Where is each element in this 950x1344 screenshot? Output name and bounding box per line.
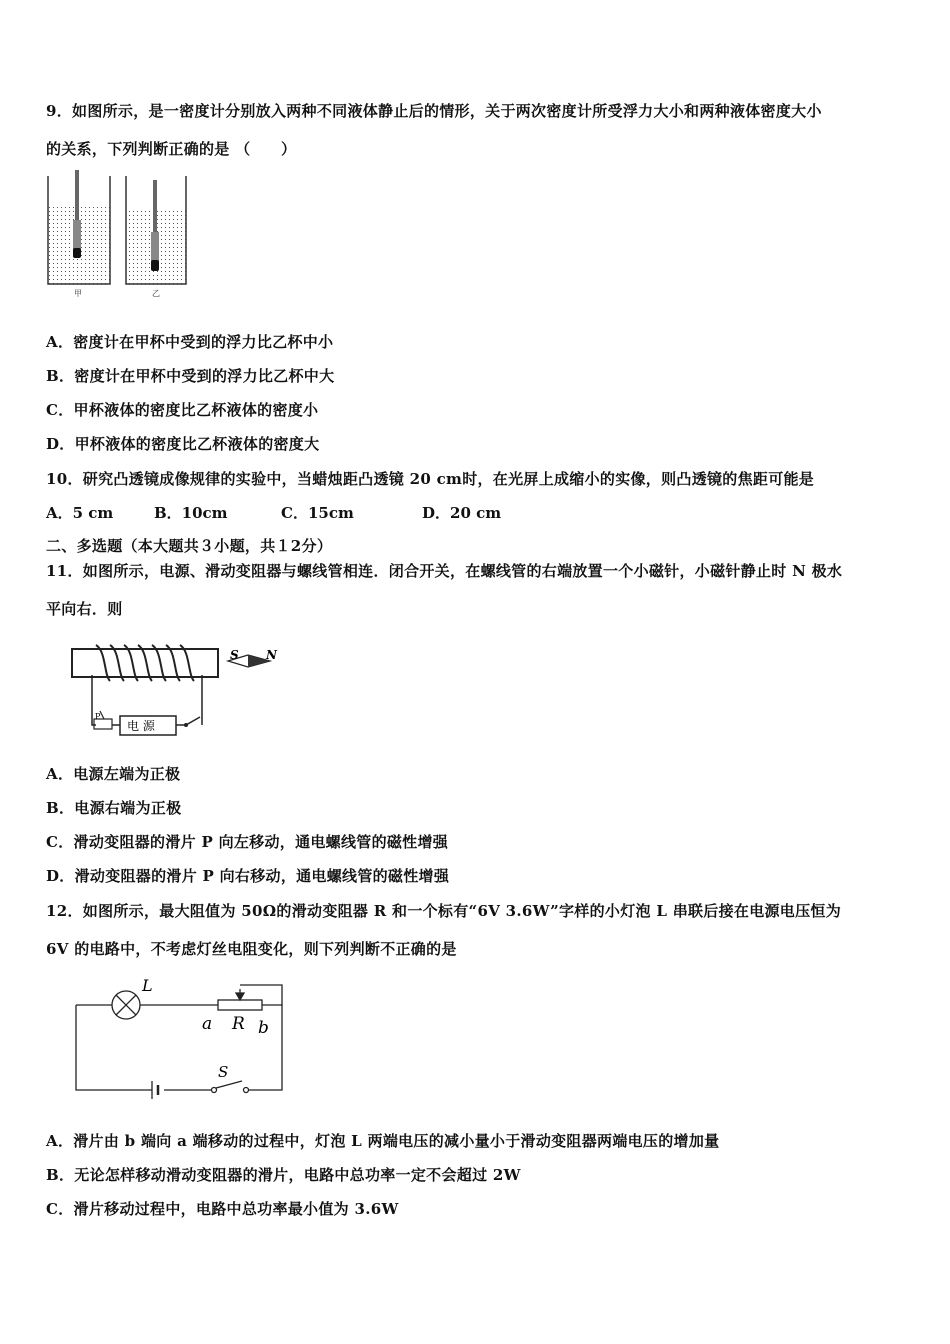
cup-label-yi: 乙 — [152, 289, 160, 298]
q9-hydrometer-figure — [44, 170, 194, 300]
q11-stem-line1: 11．如图所示，电源、滑动变阻器与螺线管相连．闭合开关，在螺线管的右端放置一个小磁针，小磁针静止时 N 极水 — [46, 562, 843, 580]
needle-n-label: N — [266, 648, 277, 662]
q9-stem-line1: 9．如图所示，是一密度计分别放入两种不同液体静止后的情形，关于两次密度计所受浮力大小和两种液体密度大小 — [46, 102, 822, 120]
switch-s-label: S — [218, 1063, 229, 1081]
q12-stem-line1: 12．如图所示，最大阻值为 50Ω的滑动变阻器 R 和一个标有“6V 3.6W”字样的小灯泡 L 串联后接在电源电压恒为 — [46, 902, 842, 920]
end-a-label: a — [202, 1014, 213, 1034]
cup-yi — [126, 176, 186, 284]
q9-option-c: C．甲杯液体的密度比乙杯液体的密度小 — [46, 401, 319, 419]
q10-option-a: A．5 cm — [46, 504, 114, 522]
q11-option-c: C．滑动变阻器的滑片 P 向左移动，通电螺线管的磁性增强 — [46, 833, 449, 851]
q10-option-d: D．20 cm — [422, 504, 502, 522]
q12-option-b: B．无论怎样移动滑动变阻器的滑片，电路中总功率一定不会超过 2W — [46, 1166, 521, 1184]
q10-option-b: B．10cm — [154, 504, 228, 522]
q11-stem-line2: 平向右．则 — [46, 600, 123, 618]
q11-option-b: B．电源右端为正极 — [46, 799, 182, 817]
cup-label-jia: 甲 — [74, 289, 82, 298]
section-2-heading: 二、多选题（本大题共３小题，共１2分） — [46, 537, 333, 555]
q10-option-c: C．15cm — [281, 504, 354, 522]
q11-option-a: A．电源左端为正极 — [46, 765, 181, 783]
needle-s-label: S — [230, 648, 239, 662]
q12-option-c: C．滑片移动过程中，电路中总功率最小值为 3.6W — [46, 1200, 399, 1218]
q12-option-a: A．滑片由 b 端向 a 端移动的过程中，灯泡 L 两端电压的减小量小于滑动变阻器两端电压的增加量 — [46, 1132, 720, 1150]
q9-stem-line2: 的关系，下列判断正确的是 （ ） — [46, 140, 297, 158]
cup-jia — [48, 170, 110, 284]
end-b-label: b — [258, 1018, 269, 1038]
q11-option-d: D．滑动变阻器的滑片 P 向右移动，通电螺线管的磁性增强 — [46, 867, 450, 885]
q9-option-d: D．甲杯液体的密度比乙杯液体的密度大 — [46, 435, 320, 453]
lamp-l-label: L — [142, 976, 153, 995]
slider-p-label: P — [95, 712, 101, 721]
q9-option-b: B．密度计在甲杯中受到的浮力比乙杯中大 — [46, 367, 335, 385]
q12-stem-line2: 6V 的电路中，不考虑灯丝电阻变化，则下列判断不正确的是 — [46, 940, 457, 958]
power-source-label: 电 源 — [127, 719, 155, 733]
q9-option-a: A．密度计在甲杯中受到的浮力比乙杯中小 — [46, 333, 334, 351]
q12-circuit-figure — [72, 975, 292, 1100]
q10-stem: 10．研究凸透镜成像规律的实验中，当蜡烛距凸透镜 20 cm时，在光屏上成缩小的实像，则凸透镜的焦距可能是 — [46, 470, 815, 488]
q11-solenoid-figure — [66, 645, 296, 745]
rheostat-r-label: R — [232, 1014, 245, 1034]
